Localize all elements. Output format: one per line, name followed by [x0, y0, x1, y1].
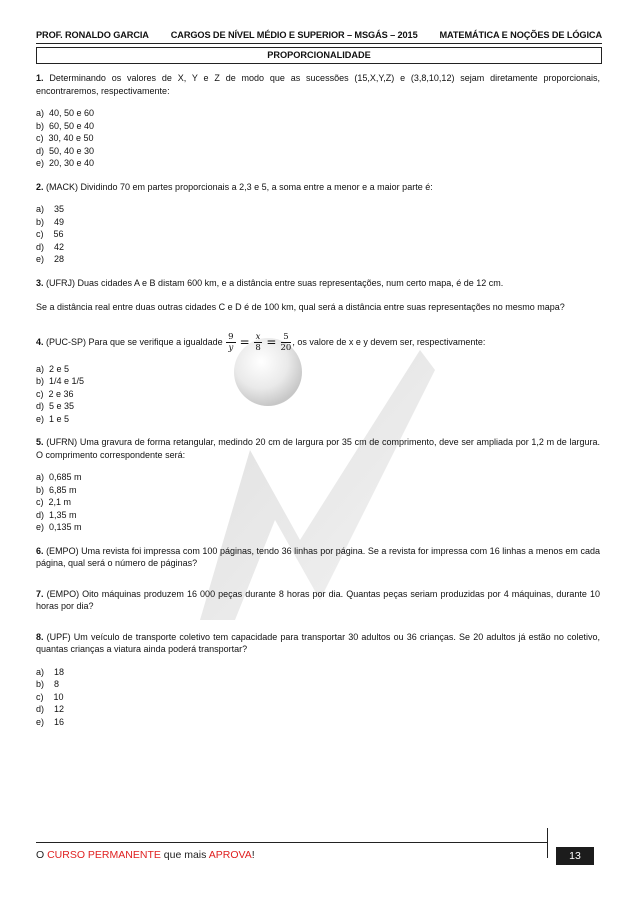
question-4-options: [36, 363, 600, 426]
slogan-highlight: CURSO PERMANENTE: [47, 849, 161, 861]
option-item: a) 0,685 m: [36, 472, 82, 482]
questions-content: [36, 72, 600, 728]
question-number: 6.: [36, 545, 44, 556]
footer-divider: [36, 842, 547, 843]
question-text: (EMPO) Oito máquinas produzem 16 000 peças durante 8 horas por dia. Quantas peças seriam produzidas por 4 máquinas, durante 10 horas por dia?: [36, 588, 600, 611]
question-text: (MACK) Dividindo 70 em partes proporcionais a 2,3 e 5, a soma entre a menor e a maior parte é:: [43, 181, 433, 192]
footer-vertical-divider: [547, 828, 548, 858]
question-text: (UFRN) Uma gravura de forma retangular, medindo 20 cm de largura por 35 cm de comprimento, deve ser ampliada por 1,2 m de largura. O comprimento correspondente será:: [36, 437, 600, 460]
option-item: d) 42: [36, 241, 65, 252]
question-4: [36, 332, 600, 353]
header-subject: MATEMÁTICA E NOÇÕES DE LÓGICA: [439, 30, 602, 40]
question-1-options: [36, 107, 600, 170]
header-divider: [36, 43, 602, 44]
option-item: e) 20, 30 e 40: [36, 158, 95, 168]
question-1: [36, 72, 600, 97]
question-7: [36, 588, 600, 613]
option-item: a) 35: [36, 204, 65, 214]
option-item: e) 1 e 5: [36, 413, 70, 424]
option-item: c) 10: [36, 691, 64, 702]
question-number: 2.: [36, 181, 44, 192]
slogan-highlight: APROVA: [208, 849, 252, 861]
question-8: [36, 631, 600, 656]
question-text: (UFRJ) Duas cidades A e B distam 600 km, e a distância entre suas representações, num certo mapa, é de 12 cm.: [43, 277, 504, 288]
option-item: a) 18: [36, 666, 65, 677]
option-item: d) 1,35 m: [36, 509, 77, 520]
option-item: b) 8: [36, 679, 60, 689]
option-item: c) 2 e 36: [36, 388, 74, 399]
footer-slogan: O CURSO PERMANENTE que mais APROVA!: [36, 849, 255, 861]
question-number: 8.: [36, 631, 44, 642]
question-number: 7.: [36, 588, 44, 599]
option-item: e) 28: [36, 254, 65, 264]
option-item: d) 12: [36, 704, 65, 714]
question-3: [36, 277, 600, 290]
question-text: (UPF) Um veículo de transporte coletivo tem capacidade para transportar 30 adultos ou 36 crianças. Se 20 adultos já estão no coletivo, quantas crianças a viatura ainda poderá transportar?: [36, 631, 600, 654]
question-text: Determinando os valores de X, Y e Z de modo que as sucessões (15,X,Y,Z) e (3,8,10,12) sejam diretamente proporcionais, encontraremos, respectivamente:: [36, 73, 600, 96]
question-5-options: [36, 471, 600, 534]
option-item: b) 1/4 e 1/5: [36, 376, 85, 386]
equals-sign: =: [266, 334, 277, 349]
option-item: b) 60, 50 e 40: [36, 120, 95, 131]
question-2: [36, 181, 600, 194]
fraction-5-over-20: $\frac{5}{20}$: [280, 331, 292, 353]
option-item: d) 50, 40 e 30: [36, 145, 95, 156]
question-number: 4.: [36, 336, 44, 347]
option-item: c) 56: [36, 229, 64, 239]
option-item: c) 2,1 m: [36, 497, 72, 507]
option-item: d) 5 e 35: [36, 401, 75, 411]
option-item: a) 40, 50 e 60: [36, 108, 95, 118]
question-number: 1.: [36, 73, 44, 83]
option-item: b) 49: [36, 216, 65, 227]
equals-sign: =: [239, 334, 250, 349]
option-item: a) 2 e 5: [36, 363, 70, 374]
question-number: 5.: [36, 437, 44, 447]
section-title: PROPORCIONALIDADE: [36, 47, 602, 64]
question-8-options: [36, 666, 600, 729]
fraction-x-over-8: $\frac{x}{8}$: [255, 331, 261, 353]
header-course: CARGOS DE NÍVEL MÉDIO E SUPERIOR – MSGÁS – 2015: [170, 30, 418, 40]
question-3-continuation: Se a distância real entre duas outras cidades C e D é de 100 km, qual será a distância entre suas representações no mesmo mapa?: [36, 302, 565, 312]
question-text: (EMPO) Uma revista foi impressa com 100 páginas, tendo 36 linhas por página. Se a revista for impressa com 16 linhas a menos em cada página, qual será o número de páginas?: [36, 545, 600, 568]
option-item: b) 6,85 m: [36, 484, 77, 495]
question-text-end: , os valore de x e y devem ser, respectivamente:: [292, 336, 486, 347]
fraction-9-over-y: $\frac{9}{y}$: [228, 331, 234, 353]
option-item: c) 30, 40 e 50: [36, 133, 94, 143]
question-2-options: [36, 203, 600, 266]
question-text: (PUC-SP) Para que se verifique a igualdade: [43, 336, 223, 347]
option-item: e) 0,135 m: [36, 522, 82, 532]
question-5: [36, 436, 600, 461]
question-number: 3.: [36, 277, 44, 288]
question-6: [36, 545, 600, 570]
header-author: PROF. RONALDO GARCIA: [36, 30, 149, 40]
page-number: 13: [556, 847, 594, 865]
page-header: [36, 30, 602, 40]
option-item: e) 16: [36, 716, 65, 727]
